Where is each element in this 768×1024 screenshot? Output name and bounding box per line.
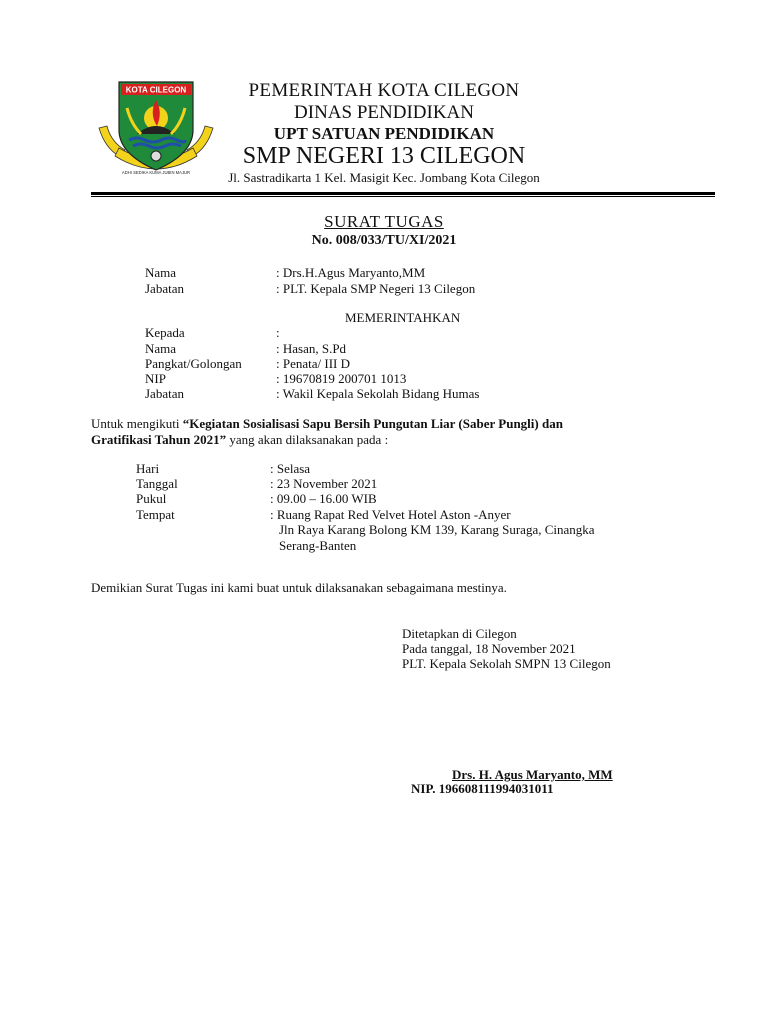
schedule-place-line-2: Jln Raya Karang Bolong KM 139, Karang Suraga, Cinangka <box>279 522 595 537</box>
schedule-value-date: : 23 November 2021 <box>270 476 378 491</box>
header-school-name: SMP NEGERI 13 CILEGON <box>242 143 526 169</box>
letter-title: SURAT TUGAS <box>324 212 444 231</box>
assignee-label-nip: NIP <box>145 371 166 386</box>
purpose-event-line-2: Gratifikasi Tahun 2021” <box>91 432 227 447</box>
purpose-line-1 <box>91 416 563 432</box>
purpose-line-2 <box>91 432 388 448</box>
svg-text:KOTA CILEGON: KOTA CILEGON <box>125 85 187 95</box>
instruction-word: MEMERINTAHKAN <box>345 310 461 325</box>
closing-sentence: Demikian Surat Tugas ini kami buat untuk dilaksanakan sebagaimana mestinya. <box>91 580 507 595</box>
assignee-value-name: : Hasan, S.Pd <box>276 341 347 356</box>
purpose-event-line-1: “Kegiatan Sosialisasi Sapu Bersih Pungutan Liar (Saber Pungli) dan <box>182 416 563 431</box>
purpose-prefix: Untuk mengikuti <box>91 416 183 431</box>
assignee-value-position: : Wakil Kepala Sekolah Bidang Humas <box>276 386 480 401</box>
header-department: DINAS PENDIDIKAN <box>294 102 474 123</box>
issuer-label-name: Nama <box>145 265 177 280</box>
issuer-value-position: : PLT. Kepala SMP Negeri 13 Cilegon <box>276 281 476 296</box>
schedule-value-place: : Ruang Rapat Red Velvet Hotel Aston -Anyer <box>270 507 511 522</box>
signature-date: Pada tanggal, 18 November 2021 <box>402 641 576 656</box>
assignee-value-to: : <box>276 325 280 340</box>
signatory-name: Drs. H. Agus Maryanto, MM <box>452 767 613 782</box>
assignee-label-to: Kepada <box>145 325 185 340</box>
letter-title-wrap <box>0 212 768 232</box>
schedule-label-time: Pukul <box>136 491 167 506</box>
schedule-label-place: Tempat <box>136 507 175 522</box>
header-divider-thin <box>91 196 715 197</box>
schedule-label-day: Hari <box>136 461 160 476</box>
assignee-value-nip: : 19670819 200701 1013 <box>276 371 407 386</box>
header-government: PEMERINTAH KOTA CILEGON <box>248 80 520 101</box>
header-address: Jl. Sastradikarta 1 Kel. Masigit Kec. Jombang Kota Cilegon <box>228 170 540 185</box>
assignee-value-rank: : Penata/ III D <box>276 356 351 371</box>
purpose-suffix: yang akan dilaksanakan pada : <box>226 432 389 447</box>
header-divider-thick <box>91 192 715 195</box>
assignee-label-rank: Pangkat/Golongan <box>145 356 242 371</box>
schedule-value-day: : Selasa <box>270 461 311 476</box>
signatory-nip: NIP. 196608111994031011 <box>411 781 554 796</box>
letter-number: No. 008/033/TU/XI/2021 <box>311 233 457 248</box>
schedule-label-date: Tanggal <box>136 476 178 491</box>
assignee-label-position: Jabatan <box>145 386 184 401</box>
schedule-value-time: : 09.00 – 16.00 WIB <box>270 491 377 506</box>
svg-text:ADHI SEDIKA KUMA JUBIN MAJUR: ADHI SEDIKA KUMA JUBIN MAJUR <box>121 170 191 175</box>
issuer-value-name: : Drs.H.Agus Maryanto,MM <box>276 265 426 280</box>
schedule-place-line-3: Serang-Banten <box>279 538 357 553</box>
issuer-label-position: Jabatan <box>145 281 184 296</box>
header-upt: UPT SATUAN PENDIDIKAN <box>273 124 495 143</box>
signature-position: PLT. Kepala Sekolah SMPN 13 Cilegon <box>402 656 611 671</box>
signature-place: Ditetapkan di Cilegon <box>402 626 517 641</box>
assignee-label-name: Nama <box>145 341 177 356</box>
